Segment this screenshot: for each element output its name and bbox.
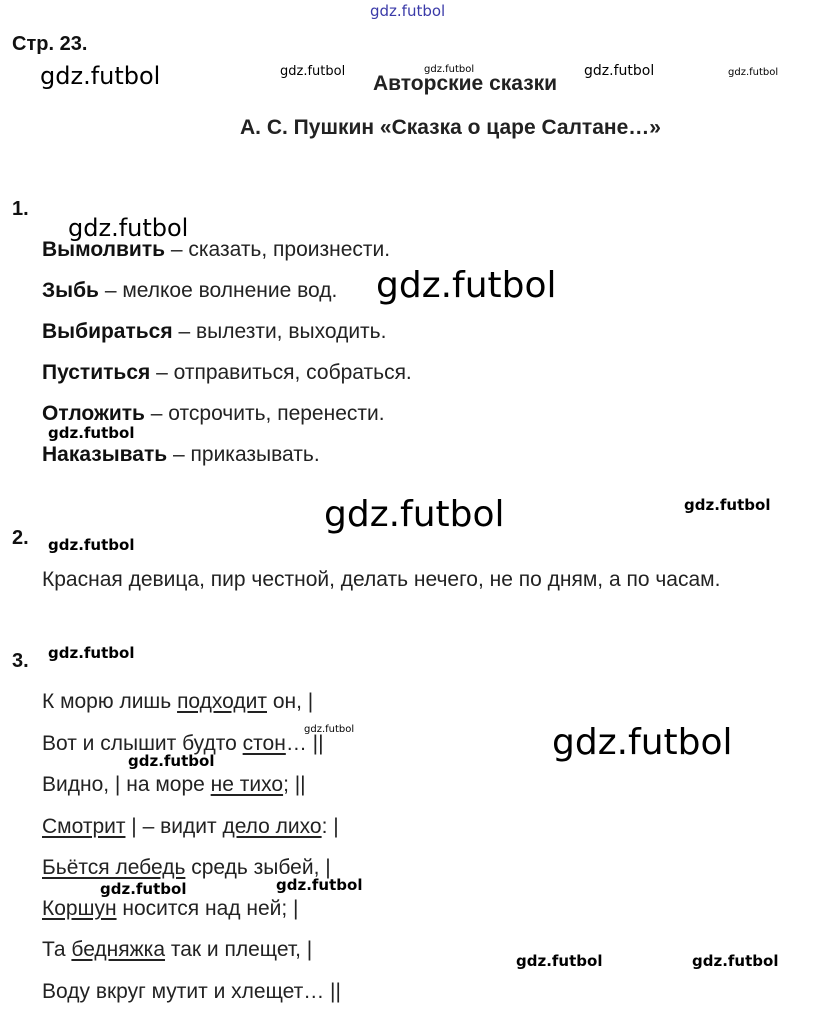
poem-text: носится над ней; |: [116, 897, 299, 920]
poem-text: Видно, | на море: [42, 773, 211, 796]
poem-text: средь зыбей, |: [185, 856, 331, 879]
underlined-word: бедняжка: [71, 938, 166, 961]
poem-text: … ||: [285, 732, 324, 755]
watermark: gdz.futbol: [68, 214, 189, 242]
task-2-answer: Красная девица, пир честной, делать нечего, не по дням, а по часам.: [42, 568, 721, 591]
vocabulary-definition: – отсрочить, перенести.: [144, 402, 385, 425]
watermark: gdz.futbol: [128, 752, 215, 770]
work-title: А. С. Пушкин «Сказка о царе Салтане…»: [240, 116, 661, 139]
poem-line: [42, 980, 341, 1004]
underlined-word: подходит: [177, 690, 267, 713]
vocabulary-item: [42, 238, 390, 262]
watermark: gdz.futbol: [280, 64, 346, 79]
poem-line: [42, 897, 298, 921]
underlined-word: стон: [242, 732, 286, 755]
poem-line: [42, 773, 306, 797]
section-title: Авторские сказки: [373, 72, 558, 95]
poem-text: Та: [42, 938, 72, 961]
vocabulary-term: Выбираться: [42, 320, 173, 343]
poem-line: [42, 690, 313, 714]
watermark: gdz.futbol: [48, 424, 135, 442]
watermark-top: gdz.futbol: [370, 2, 446, 20]
vocabulary-item: [42, 443, 320, 467]
watermark-large: gdz.futbol: [552, 722, 733, 763]
task-3-number: 3.: [12, 650, 29, 672]
watermark: gdz.futbol: [100, 880, 187, 898]
underlined-word: дело лихо: [222, 815, 322, 838]
watermark: gdz.futbol: [692, 952, 779, 970]
poem-line: [42, 938, 312, 962]
underlined-word: Бьётся лебедь: [42, 856, 186, 879]
vocabulary-item: [42, 279, 337, 303]
underlined-word: Коршун: [42, 897, 117, 920]
watermark: gdz.futbol: [40, 62, 161, 90]
watermark-large: gdz.futbol: [324, 494, 505, 535]
vocabulary-definition: – приказывать.: [167, 443, 320, 466]
poem-text: Воду вкруг мутит и хлещет… ||: [42, 980, 341, 1003]
poem-text: ; ||: [283, 773, 306, 796]
watermark: gdz.futbol: [48, 536, 135, 554]
watermark-large: gdz.futbol: [376, 265, 557, 306]
poem-text: так и плещет, |: [165, 938, 313, 961]
task-1-number: 1.: [12, 198, 29, 220]
poem-line: [42, 815, 339, 839]
vocabulary-item: [42, 402, 385, 426]
vocabulary-definition: – сказать, произнести.: [165, 238, 391, 261]
watermark: gdz.futbol: [48, 644, 135, 662]
watermark: gdz.futbol: [584, 63, 655, 79]
vocabulary-item: [42, 361, 412, 385]
underlined-word: не тихо: [210, 773, 284, 796]
poem-text: Вот и слышит будто: [42, 732, 243, 755]
page-label: Стр. 23.: [12, 33, 88, 55]
vocabulary-term: Отложить: [42, 402, 145, 425]
poem-line: [42, 732, 324, 756]
underlined-word: Смотрит: [42, 815, 126, 838]
vocabulary-term: Наказывать: [42, 443, 168, 466]
poem-text: К морю лишь: [42, 690, 178, 713]
watermark: gdz.futbol: [424, 64, 475, 75]
vocabulary-term: Зыбь: [42, 279, 99, 302]
poem-line: [42, 856, 331, 880]
watermark: gdz.futbol: [728, 67, 779, 78]
vocabulary-definition: – мелкое волнение вод.: [98, 279, 338, 302]
watermark: gdz.futbol: [304, 724, 355, 735]
poem-text: | – видит: [125, 815, 223, 838]
vocabulary-term: Пуститься: [42, 361, 151, 384]
vocabulary-definition: – отправиться, собраться.: [150, 361, 412, 384]
vocabulary-definition: – вылезти, выходить.: [172, 320, 387, 343]
poem-text: : |: [321, 815, 339, 838]
watermark: gdz.futbol: [276, 876, 363, 894]
watermark: gdz.futbol: [516, 952, 603, 970]
vocabulary-term: Вымолвить: [42, 238, 166, 261]
poem-text: он, |: [267, 690, 314, 713]
vocabulary-item: [42, 320, 386, 344]
watermark: gdz.futbol: [684, 496, 771, 514]
task-2-number: 2.: [12, 527, 29, 549]
